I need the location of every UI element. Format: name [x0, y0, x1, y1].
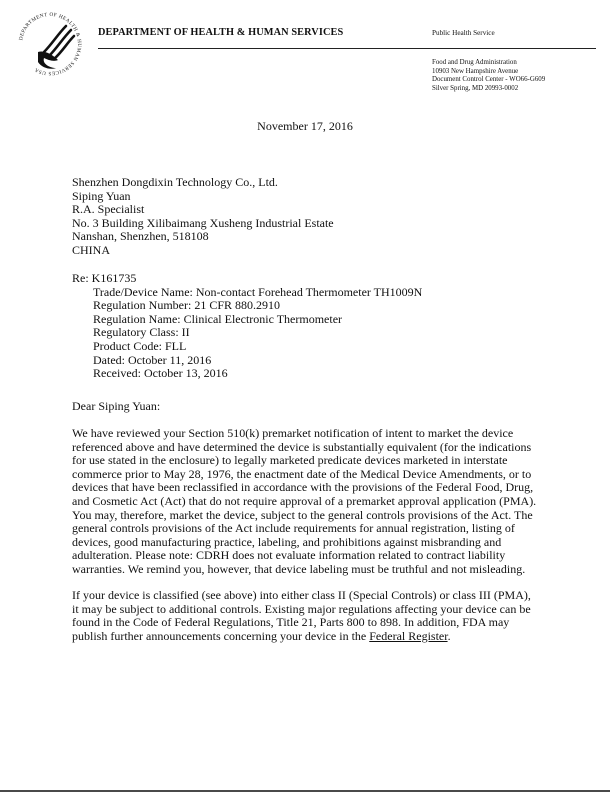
paragraph-line: devices, good manufacturing practice, labeling, and prohibitions against misbranding and	[72, 534, 502, 549]
recipient-line: R.A. Specialist	[72, 202, 145, 217]
recipient-line: Siping Yuan	[72, 188, 131, 203]
fda-address-line: 10903 New Hampshire Avenue	[432, 67, 519, 75]
paragraph-line: We have reviewed your Section 510(k) premarket notification of intent to market the device	[72, 426, 514, 440]
paragraph-line: for use stated in the enclosure) to legally marketed predicate devices marketed in interstate	[72, 453, 508, 468]
paragraph-line: referenced above and have determined the device is substantially equivalent (for the indications	[72, 439, 532, 454]
reference-block	[72, 272, 422, 381]
paragraph-line: warranties. We remind you, however, that device labeling must be truthful and not misleading.	[72, 561, 526, 576]
fda-address-block	[432, 59, 545, 93]
paragraph-line: found in the Code of Federal Regulations, Title 21, Parts 800 to 898. In addition, FDA may	[72, 615, 510, 630]
recipient-line: Shenzhen Dongdixin Technology Co., Ltd.	[72, 175, 278, 189]
paragraph-line: it may be subject to additional controls. Existing major regulations affecting your device can be	[72, 601, 531, 616]
paragraph-line: adulteration. Please note: CDRH does not evaluate information related to contract liability	[72, 548, 506, 563]
paragraph-line: commerce prior to May 28, 1976, the enactment date of the Medical Device Amendments, or to	[72, 466, 532, 481]
paragraph-line: general controls provisions of the Act include requirements for annual registration, listing of	[72, 521, 515, 536]
public-health-service-label: Public Health Service	[432, 29, 495, 37]
reference-field: Trade/Device Name: Non-contact Forehead Thermometer TH1009N	[93, 284, 423, 299]
reference-field: Received: October 13, 2016	[93, 366, 228, 381]
fda-address-line: Silver Spring, MD 20993-0002	[432, 84, 519, 92]
reference-field: Regulation Number: 21 CFR 880.2910	[93, 298, 280, 313]
salutation: Dear Siping Yuan:	[72, 399, 161, 413]
department-title: DEPARTMENT OF HEALTH & HUMAN SERVICES	[98, 27, 344, 38]
fda-address-line: Document Control Center - WO66-G609	[432, 76, 546, 84]
paragraph-additional-controls	[72, 589, 531, 643]
hhs-seal-icon	[14, 8, 86, 80]
recipient-line: Nanshan, Shenzhen, 518108	[72, 229, 209, 244]
paragraph-text: .	[447, 628, 451, 643]
reference-field: Regulation Name: Clinical Electronic Thermometer	[93, 311, 343, 326]
recipient-line: No. 3 Building Xilibaimang Xusheng Industrial Estate	[72, 215, 334, 230]
reference-field: Regulatory Class: II	[93, 325, 190, 340]
recipient-line: CHINA	[72, 242, 110, 257]
paragraph-line: If your device is classified (see above) into either class II (Special Controls) or class III (PMA),	[72, 588, 531, 602]
header-divider	[98, 48, 596, 49]
fda-address-line: Food and Drug Administration	[432, 59, 517, 66]
reference-field: Product Code: FLL	[93, 338, 187, 353]
paragraph-line: You may, therefore, market the device, subject to the general controls provisions of the Act. The	[72, 507, 533, 522]
recipient-address-block	[72, 176, 334, 258]
paragraph-last-line	[72, 630, 531, 644]
reference-number: Re: K161735	[72, 271, 137, 285]
seal-text: DEPARTMENT OF HEALTH & HUMAN SERVICES USA	[18, 11, 83, 77]
paragraph-line: devices that have been reclassified in accordance with the provisions of the Federal Food, Drug,	[72, 480, 534, 495]
paragraph-substantial-equivalence	[72, 427, 536, 577]
paragraph-line: and Cosmetic Act (Act) that do not require approval of a premarket approval application (PMA).	[72, 493, 537, 508]
letter-date: November 17, 2016	[257, 119, 353, 133]
federal-register-link[interactable]: Federal Register	[369, 628, 448, 643]
paragraph-text: publish further announcements concerning your device in the	[72, 628, 370, 643]
reference-field: Dated: October 11, 2016	[93, 352, 212, 367]
